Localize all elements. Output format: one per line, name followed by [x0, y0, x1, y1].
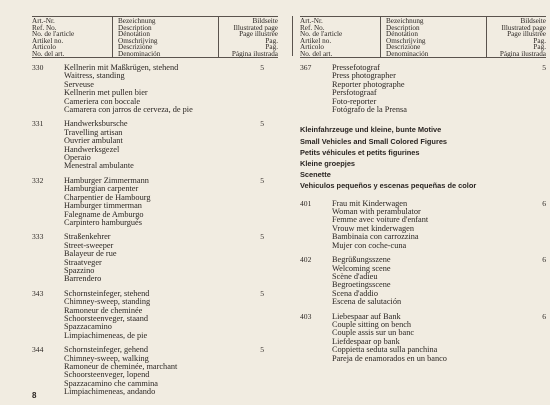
header-label: No. del art.: [32, 49, 65, 58]
header-label: Pag.: [533, 43, 546, 51]
description-line: Spazzacamino: [64, 322, 112, 332]
description-line: Operaio: [64, 153, 91, 163]
article-number: 332: [32, 175, 44, 185]
description-line: Coppietta seduta sulla panchina: [332, 345, 438, 355]
header-label: Art.-Nr.: [32, 17, 55, 25]
header-label: Denominación: [118, 49, 161, 58]
section-title: Small Vehicles and Small Colored Figures: [300, 136, 448, 146]
header-label: Pag.: [533, 36, 546, 45]
article-number: 333: [32, 232, 44, 242]
header-label: Bezeichnung: [118, 17, 156, 25]
section-title: Petits véhicules et petits figurines: [300, 147, 420, 157]
description-line: Hamburger Zimmermann: [64, 175, 149, 185]
description-line: Menestral ambulante: [64, 161, 134, 171]
description-line: Chimney-sweep, walking: [64, 353, 149, 363]
description-line: Scena d'addio: [332, 288, 378, 298]
description-line: Ramoneur de cheminée, marchant: [64, 362, 178, 371]
description-line: Cameriera con boccale: [64, 96, 141, 106]
header-description: [386, 18, 476, 57]
right-table-header: [300, 16, 546, 58]
article-number: 331: [32, 119, 44, 129]
description-line: Limpiachimeneas, andando: [64, 387, 156, 397]
catalog-entry: [300, 256, 546, 306]
header-label: Bildseite: [252, 17, 278, 25]
right-column: [300, 16, 546, 369]
description-line: Serveuse: [64, 79, 94, 89]
header-label: Dénotation: [118, 30, 150, 38]
header-label: Denominación: [386, 49, 429, 58]
left-table-header: [32, 16, 278, 58]
description-line: Femme avec voiture d'enfant: [332, 215, 429, 225]
header-label: Descrizione: [118, 43, 153, 51]
header-label: Dénotation: [386, 30, 418, 38]
section-title: Kleine groepjes: [300, 159, 356, 169]
header-label: Pag.: [265, 43, 278, 51]
illustrated-page-number: 5: [260, 175, 264, 185]
description-line: Woman with perambulator: [332, 207, 421, 217]
description-line: Liebespaar auf Bank: [332, 311, 401, 321]
header-label: Descrizione: [386, 43, 421, 51]
description-line: Chimney-sweep, standing: [64, 297, 151, 307]
catalog-entry: [32, 177, 278, 227]
catalog-entry: [300, 200, 546, 250]
header-label: Omschrijving: [386, 36, 426, 45]
header-article-number: [300, 18, 354, 57]
catalog-entry: [32, 290, 278, 340]
description-line: Hamburger timmerman: [64, 201, 142, 211]
catalog-entry: [32, 233, 278, 283]
description-line: Press photographer: [332, 71, 396, 81]
header-label: Ref. No.: [32, 23, 57, 32]
article-number: 401: [300, 198, 312, 208]
header-label: No. de l'article: [32, 30, 75, 38]
section-title: Kleinfahrzeuge und kleine, bunte Motive: [300, 125, 442, 135]
left-entries: [32, 64, 278, 397]
description-line: Handwerksbursche: [64, 119, 128, 129]
header-label: Art.-Nr.: [300, 17, 323, 25]
header-label: Artikel no.: [32, 36, 64, 45]
header-divider: [380, 17, 381, 57]
catalog-entry: [300, 64, 546, 114]
description-line: Straßenkehrer: [64, 232, 111, 242]
header-description: [118, 18, 208, 57]
description-line: Spazzacamino che cammina: [64, 378, 158, 388]
section-title: Vehiculos pequeños y escenas pequeñas de color: [300, 181, 477, 191]
article-number: 367: [300, 63, 312, 72]
header-article-number: [32, 18, 86, 57]
header-label: Página ilustrada: [231, 49, 278, 58]
description-line: Waitress, standing: [64, 71, 125, 81]
header-illustrated-page: [198, 18, 278, 57]
catalog-entry: [300, 313, 546, 363]
illustrated-page-number: 5: [260, 119, 264, 129]
header-label: No. de l'article: [300, 30, 343, 38]
header-label: Artikel no.: [300, 36, 332, 45]
illustrated-page-number: 5: [542, 63, 546, 72]
description-line: Couple assis sur un banc: [332, 328, 415, 338]
description-line: Carpintero hamburgués: [64, 217, 142, 227]
description-line: Foto-reporter: [332, 96, 377, 106]
description-line: Falegname de Amburgo: [64, 209, 144, 219]
page-number: 8: [32, 391, 37, 400]
description-line: Begroetingsscene: [332, 280, 391, 290]
article-number: 403: [300, 311, 312, 321]
article-number: 344: [32, 345, 44, 355]
article-number: 343: [32, 288, 44, 298]
illustrated-page-number: 6: [542, 198, 546, 208]
header-label: Página ilustrada: [499, 49, 546, 58]
description-line: Vrouw met kinderwagen: [332, 223, 414, 233]
header-label: Articolo: [300, 43, 324, 51]
article-number: 402: [300, 255, 312, 265]
catalog-entry: [32, 346, 278, 396]
description-line: Scène d'adieu: [332, 271, 378, 281]
header-label: Page illustrée: [239, 30, 278, 38]
header-label: Description: [118, 23, 152, 32]
description-line: Charpentier de Hambourg: [64, 192, 151, 202]
article-number: 330: [32, 63, 44, 72]
description-line: Limpiachimeneas, de pie: [64, 330, 148, 340]
description-line: Couple sitting on bench: [332, 319, 412, 329]
description-line: Reporter photographe: [332, 79, 405, 89]
header-label: Pag.: [265, 36, 278, 45]
description-line: Schoorsteenveger, staand: [64, 313, 148, 323]
description-line: Kellnerin mit Maßkrügen, stehend: [64, 63, 179, 72]
header-label: Articolo: [32, 43, 56, 51]
illustrated-page-number: 6: [542, 255, 546, 265]
description-line: Welcoming scene: [332, 263, 391, 273]
description-line: Mujer con coche-cuna: [332, 240, 407, 250]
description-line: Hamburgian carpenter: [64, 184, 139, 194]
description-line: Spazzino: [64, 265, 95, 275]
header-label: Omschrijving: [118, 36, 158, 45]
illustrated-page-number: 5: [260, 232, 264, 242]
header-label: Illustrated page: [233, 23, 278, 32]
right-entries: [300, 64, 546, 363]
description-line: Escena de salutación: [332, 297, 402, 307]
illustrated-page-number: 5: [260, 345, 264, 355]
description-line: Begrüßungsszene: [332, 255, 391, 265]
section-title: Scenette: [300, 170, 331, 180]
description-line: Pressefotograf: [332, 63, 380, 72]
description-line: Balayeur de rue: [64, 249, 117, 259]
description-line: Travelling artisan: [64, 127, 123, 137]
description-line: Frau mit Kinderwagen: [332, 198, 408, 208]
catalog-entry: [32, 64, 278, 114]
description-line: Schoorsteenveger, lopend: [64, 370, 150, 380]
illustrated-page-number: 5: [260, 63, 264, 72]
description-line: Barrendero: [64, 274, 102, 284]
header-divider: [112, 17, 113, 57]
description-line: Fotógrafo de la Prensa: [332, 105, 407, 115]
description-line: Pareja de enamorados en un banco: [332, 353, 447, 363]
description-line: Straatveger: [64, 257, 102, 267]
description-line: Handwerksgezel: [64, 144, 120, 154]
description-line: Ramoneur de cheminée: [64, 305, 143, 315]
header-label: Ref. No.: [300, 23, 325, 32]
description-line: Ouvrier ambulant: [64, 136, 123, 146]
section-heading: [300, 124, 546, 191]
header-label: Bezeichnung: [386, 17, 424, 25]
description-line: Bambinaia con carrozzina: [332, 232, 419, 242]
header-label: No. del art.: [300, 49, 333, 58]
description-line: Schornsteinfeger, gehend: [64, 345, 148, 355]
header-label: Description: [386, 23, 420, 32]
description-line: Schornsteinfeger, stehend: [64, 288, 150, 298]
header-label: Bildseite: [520, 17, 546, 25]
illustrated-page-number: 6: [542, 311, 546, 321]
left-column: [32, 16, 278, 403]
header-illustrated-page: [466, 18, 546, 57]
description-line: Kellnerin met pullen bier: [64, 88, 148, 98]
column-separator: [292, 16, 293, 56]
catalog-entry: [32, 120, 278, 170]
illustrated-page-number: 5: [260, 288, 264, 298]
description-line: Street-sweeper: [64, 240, 114, 250]
description-line: Liefdespaar op bank: [332, 336, 400, 346]
header-label: Page illustrée: [507, 30, 546, 38]
description-line: Persfotograaf: [332, 88, 377, 98]
description-line: Camarera con jarros de cerveza, de pie: [64, 105, 193, 115]
header-label: Illustrated page: [501, 23, 546, 32]
